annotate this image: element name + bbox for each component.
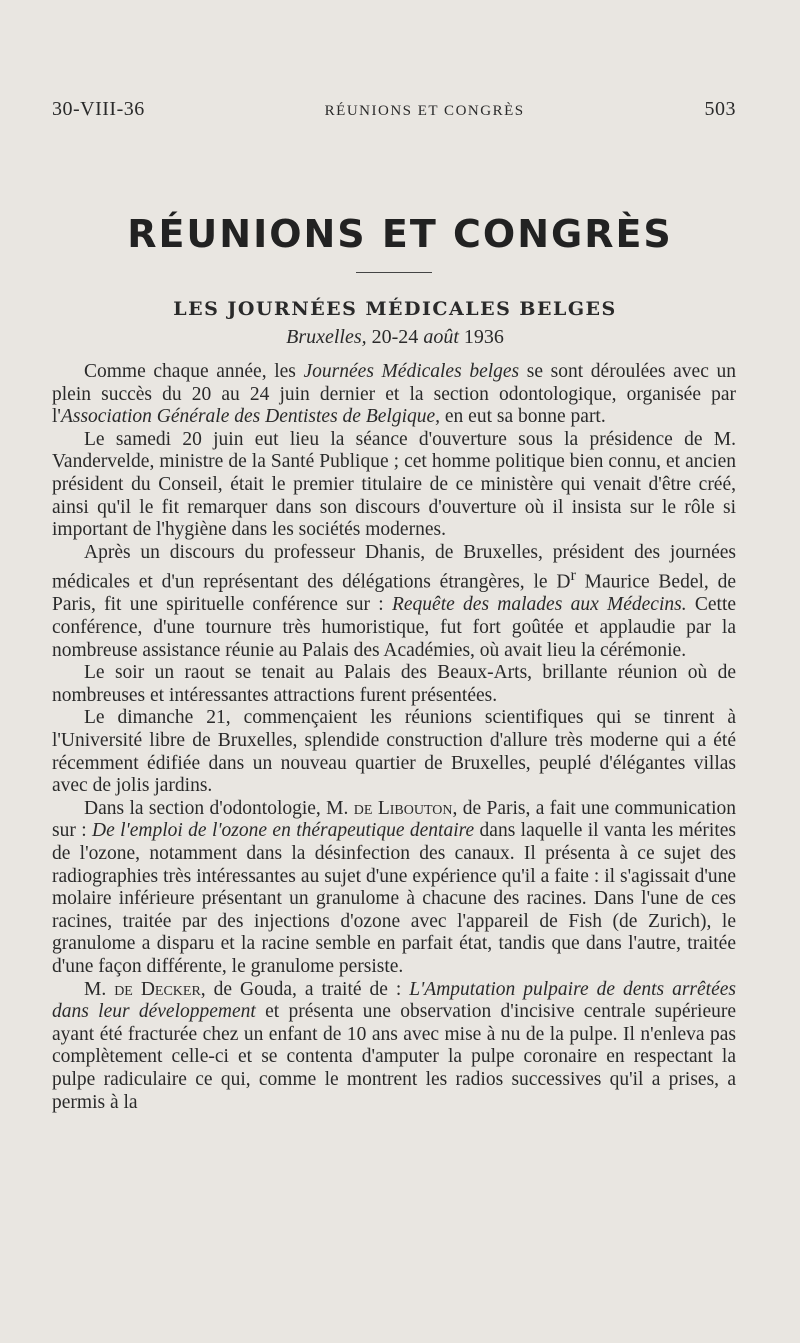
small-caps-name: de Libouton [353, 797, 453, 819]
article-subtitle [0, 326, 790, 349]
text-run: Le soir un raout se tenait au Palais des Beaux-Arts, brillante réunion où de nombreuses et intéressantes attractions furent présentées. [52, 662, 736, 706]
title-divider [356, 272, 432, 273]
text-run: Le samedi 20 juin eut lieu la séance d'ouverture sous la présidence de M. Vandervelde, ministre de la Santé Publique ; cet homme politique bien connu, et ancien président du Conseil, était le premier titulaire de ce ministère qui venait d'être créé, ainsi qu'il le fit remarquer dans son discours d'ouverture où il insista sur le rôle si important de l'hygiène dans les sociétés modernes. [52, 428, 736, 541]
italic-title: L'Amputation pulpaire de dents arrêtées dans leur développement [52, 978, 736, 1023]
text-run: Le dimanche 21, commençaient les réunions scientifiques qui se tinrent à l'Université libre de Bruxelles, splendide construction d'allure très moderne qui a été récemment édifiée dans un nouveau quartier de Bruxelles, peuplé d'élégantes villas avec de jolis jardins. [52, 707, 736, 797]
running-header [52, 98, 736, 121]
paragraph [52, 798, 736, 979]
text-run: se sont déroulées avec un plein succès du 20 au 24 juin dernier et la section odontologique, organisée par l' [52, 361, 737, 428]
small-caps-name: de Decker [114, 978, 201, 1000]
subtitle-year: 1936 [463, 326, 504, 348]
italic-title: De l'emploi de l'ozone en thérapeutique dentaire [92, 820, 475, 842]
text-run: Dans la section d'odontologie, M. [84, 797, 354, 819]
paragraph [52, 707, 736, 797]
text-run: et présenta une observation d'incisive centrale supérieure ayant été fracturée chez un enfant de 10 ans avec mise à nu de la pulpe. Il n'enleva pas complètement celle-ci et se contenta d'amputer la pulpe coronaire en respectant la pulpe radiculaire ce qui, comme le montrent les radios successives qu'il a prises, a permis à la [52, 1001, 736, 1113]
paragraph [52, 542, 736, 662]
text-run: M. [84, 978, 115, 1000]
text-run: dans laquelle il vanta les mérites de l'ozone, notamment dans la désinfection des canaux. Il présenta à ce sujet des radiographies très intéressantes au sujet d'une expérience qu'il a faite : il s'agissait d'une molaire inférieure présentant un granulome à chacune des racines. Dans l'une de ces racines, traitée par des injections d'ozone avec l'appareil de Fish (de Zurich), le granulome a disparu et la racine semble en parfait état, tandis que dans l'autre, traitée d'une façon différente, le granulome persiste. [52, 820, 737, 977]
text-run: , de Gouda, a traité de : [200, 978, 410, 1000]
page-number: 503 [704, 98, 736, 120]
header-section: RÉUNIONS ET CONGRÈS [324, 103, 525, 119]
italic-organization: Association Générale des Dentistes de Belgique, [60, 406, 441, 428]
text-run: Maurice Bedel, de Paris, fit une spirituelle conférence sur : [52, 571, 736, 616]
text-run: Après un discours du professeur Dhanis, de Bruxelles, président des journées médicales et d'un représentant des délégations étrangères, le D [52, 541, 736, 593]
paragraph [52, 662, 736, 707]
paragraph [52, 979, 736, 1115]
text-run: , de Paris, a fait une communication sur : [52, 797, 736, 842]
paragraph [52, 429, 736, 542]
paragraph [52, 361, 736, 429]
italic-title: Journées Médicales belges [303, 361, 520, 382]
text-run: Cette conférence, d'une tournure très humoristique, fut fort goûtée et applaudie par la nombreuse assistance réunie au Palais des Académies, où avait lieu la cérémonie. [52, 594, 737, 661]
subtitle-month: août [423, 326, 459, 348]
superscript: r [570, 566, 576, 585]
text-run: Comme chaque année, les [84, 361, 304, 382]
article-body [52, 361, 736, 1114]
subtitle-place: Bruxelles, [286, 326, 367, 348]
header-date: 30-VIII-36 [52, 98, 145, 120]
subtitle-dates: 20-24 [371, 326, 419, 348]
page-title: RÉUNIONS ET CONGRÈS [127, 212, 673, 256]
article-title: LES JOURNÉES MÉDICALES BELGES [173, 298, 617, 320]
italic-title: Requête des malades aux Médecins. [391, 594, 687, 616]
text-run: en eut sa bonne part. [440, 406, 606, 428]
